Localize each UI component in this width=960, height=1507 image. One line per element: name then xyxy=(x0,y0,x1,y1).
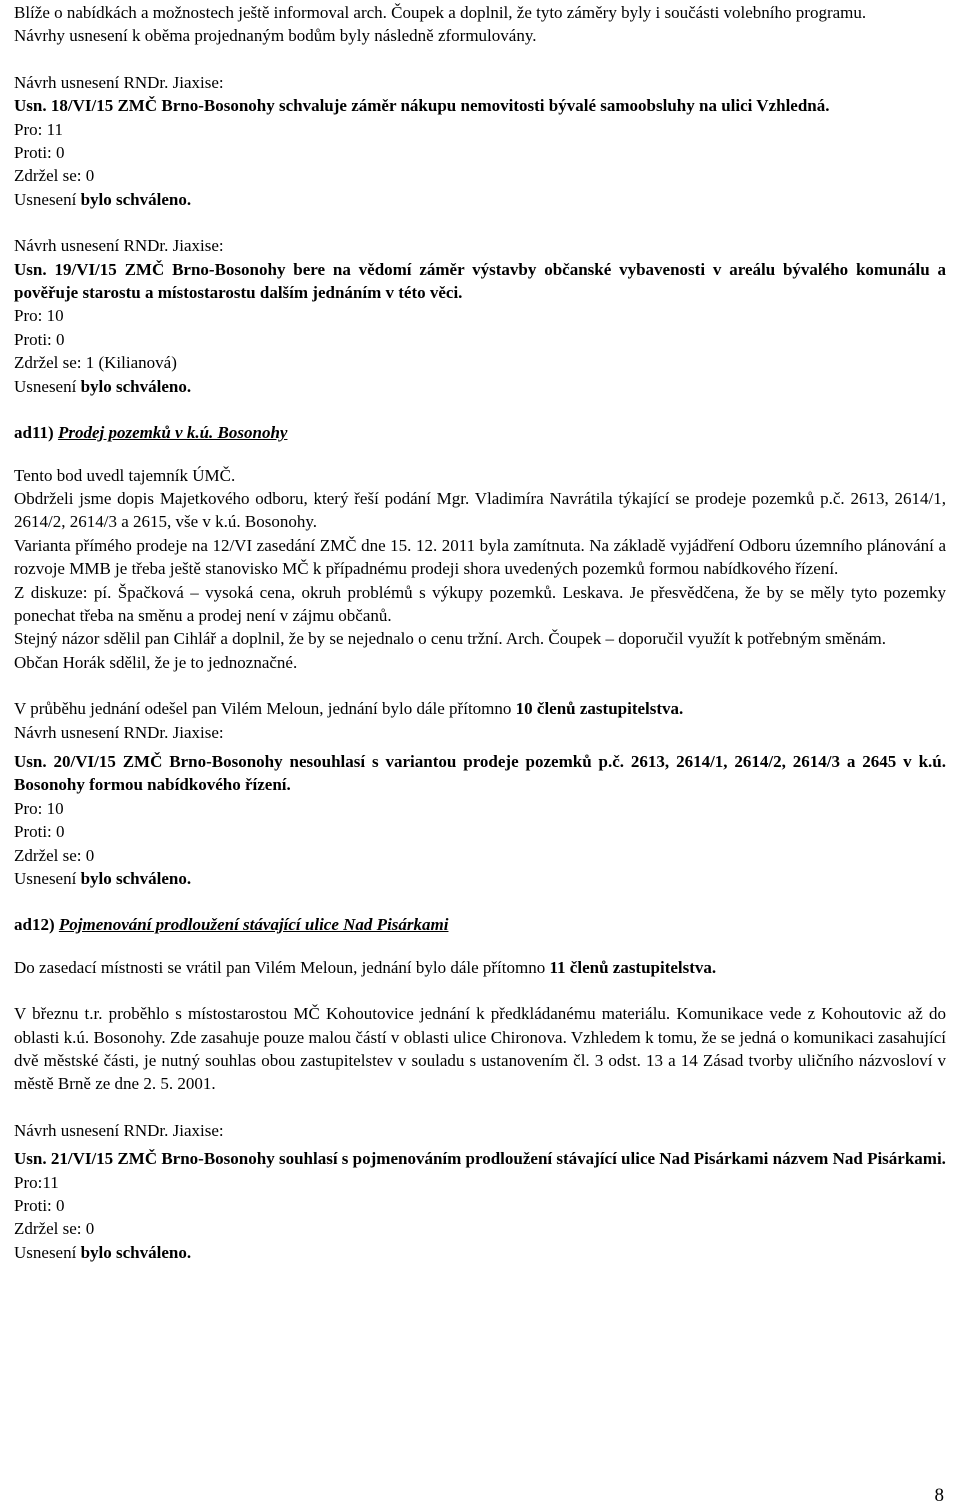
ad11-paragraph-1: Tento bod uvedl tajemník ÚMČ. xyxy=(14,465,236,485)
motion-label: Návrh usnesení RNDr. Jiaxise: xyxy=(14,1120,224,1140)
resolution-result: Usnesení bylo schváleno. xyxy=(14,869,192,888)
page-number: 8 xyxy=(934,1485,944,1506)
resolution-19: Usn. 19/VI/15 ZMČ Brno-Bosonohy bere na vědomí záměr výstavby občanské vybavenosti v areálu bývalého komunálu a pověřuje starostu a místostarostu dalším jednáním v této věci. xyxy=(14,259,947,303)
vote-proti: Proti: 0 xyxy=(14,822,65,842)
attendance-note: V průběhu jednání odešel pan Vilém Meloun, jednání bylo dále přítomno 10 členů zastupitelstva. xyxy=(14,699,684,719)
agenda-item-heading: ad12) Pojmenování prodloužení stávající ulice Nad Pisárkami xyxy=(14,915,449,935)
vote-proti: Proti: 0 xyxy=(14,1196,65,1216)
motion-label: Návrh usnesení RNDr. Jiaxise: xyxy=(14,72,224,92)
resolution-result: Usnesení bylo schváleno. xyxy=(14,1242,192,1262)
vote-pro: Pro: 11 xyxy=(14,119,63,139)
motion-label: Návrh usnesení RNDr. Jiaxise: xyxy=(14,236,224,256)
ad11-paragraph-4: Z diskuze: pí. Špačková – vysoká cena, okruh problémů s výkupy pozemků. Leskava. Je přesvědčena, že by se měly tyto pozemky ponechat třeba na směnu a prodej není v zájmu občanů. xyxy=(14,582,946,625)
motion-label: Návrh usnesení RNDr. Jiaxise: xyxy=(14,722,224,742)
resolution-20: Usn. 20/VI/15 ZMČ Brno-Bosonohy nesouhlasí s variantou prodeje pozemků p.č. 2613, 2614/1, 2614/2, 2614/3 a 2645 v k.ú. Bosonohy formou nabídkového řízení. xyxy=(14,751,946,795)
vote-zdrzel: Zdržel se: 0 xyxy=(14,166,95,186)
ad11-paragraph-3: Varianta přímého prodeje na 12/VI zasedání ZMČ dne 15. 12. 2011 byla zamítnuta. Na základě vyjádření Odboru územního plánování a rozvoje MMB je třeba ještě stanovisko MČ k případnému prodeji shora uvedených pozemků formou nabídkového řízení. xyxy=(14,535,946,579)
ad11-paragraph-6: Občan Horák sdělil, že je to jednoznačné. xyxy=(14,652,298,672)
vote-proti: Proti: 0 xyxy=(14,329,65,349)
vote-pro: Pro: 10 xyxy=(14,798,64,818)
resolution-result: Usnesení bylo schváleno. xyxy=(14,376,192,396)
vote-zdrzel: Zdržel se: 0 xyxy=(14,845,95,865)
agenda-item-heading: ad11) Prodej pozemků v k.ú. Bosonohy xyxy=(14,423,288,443)
ad11-paragraph-5: Stejný názor sdělil pan Cihlář a doplnil, že by se nejednalo o cenu tržní. Arch. Čoupek – doporučil využít k potřebným směnám. xyxy=(14,629,886,649)
resolution-21: Usn. 21/VI/15 ZMČ Brno-Bosonohy souhlasí s pojmenováním prodloužení stávající ulice Nad Pisárkami názvem Nad Pisárkami. xyxy=(14,1149,946,1169)
intro-paragraph-1: Blíže o nabídkách a možnostech ještě informoval arch. Čoupek a doplnil, že tyto záměry byly i součásti volebního programu. xyxy=(14,3,867,22)
vote-proti: Proti: 0 xyxy=(14,143,65,163)
ad11-paragraph-2: Obdrželi jsme dopis Majetkového odboru, který řeší podání Mgr. Vladimíra Navrátila týkající se prodeje pozemků p.č. 2613, 2614/1, 2614/2, 2614/3 a 2615, vše v k.ú. Bosonohy. xyxy=(14,488,946,532)
intro-paragraph-2: Návrhy usnesení k oběma projednaným bodům byly následně zformulovány. xyxy=(14,26,537,46)
vote-zdrzel: Zdržel se: 0 xyxy=(14,1219,95,1239)
vote-zdrzel: Zdržel se: 1 (Kilianová) xyxy=(14,353,177,373)
document-page xyxy=(14,1,946,1264)
resolution-result: Usnesení bylo schváleno. xyxy=(14,189,192,209)
vote-pro: Pro:11 xyxy=(14,1172,59,1192)
resolution-18: Usn. 18/VI/15 ZMČ Brno-Bosonohy schvaluje záměr nákupu nemovitosti bývalé samoobsluhy na ulici Vzhledná. xyxy=(14,96,830,116)
vote-pro: Pro: 10 xyxy=(14,306,64,326)
ad12-paragraph-1: V březnu t.r. proběhlo s místostarostou MČ Kohoutovice jednání k předkládanému materiálu. Komunikace vede z Kohoutovic až do oblasti k.ú. Bosonohy. Zde zasahuje pouze malou částí v oblasti ulice Chironova. Vzhledem k tomu, že se jedná o komunikaci zasahující dvě městské části, je nutný souhlas obou zastupitelstev v souladu s ustanovením čl. 3 odst. 13 a 14 Zásad tvorby uličního názvosloví v městě Brně ze dne 2. 5. 2001. xyxy=(14,1004,946,1094)
attendance-note: Do zasedací místnosti se vrátil pan Vilém Meloun, jednání bylo dále přítomno 11 členů zastupitelstva. xyxy=(14,957,717,977)
